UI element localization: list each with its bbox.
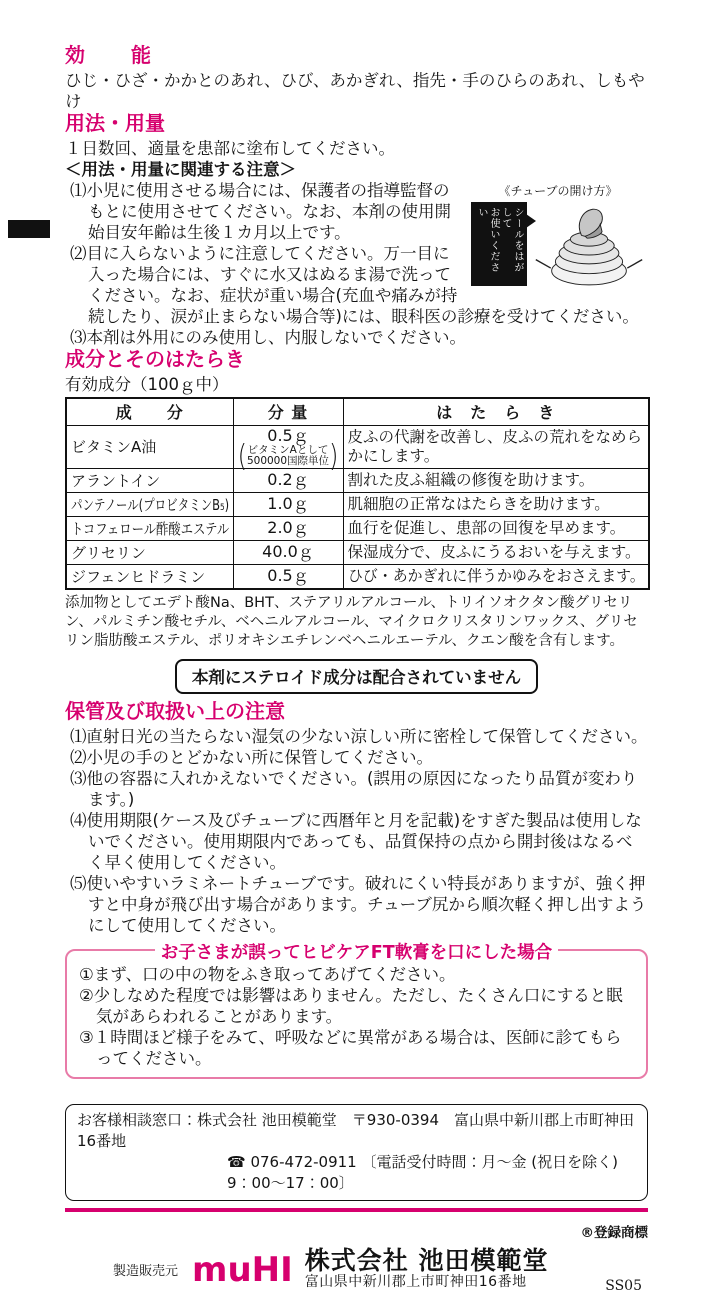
dosage-note-item: ⑶本剤は外用にのみ使用し、内服しないでください。 [70, 328, 466, 347]
additives-text: 添加物としてエデト酸Na、BHT、ステアリルアルコール、トリイソオクタン酸グリセリン、パルミチン酸セチル、ベヘニルアルコール、マイクロクリスタリンワックス、グリセリン脂肪酸エステル、ポリオキシエチレンベヘニルエーテル、クエン酸を含有します。 [65, 594, 638, 649]
ingredient-name: ビタミンA油 [66, 425, 233, 468]
ingredient-name: ジフェンヒドラミン [66, 564, 233, 589]
ingredient-function: 割れた皮ふ組織の修復を助けます。 [343, 468, 649, 492]
ingredient-name: トコフェロール酢酸エステル [66, 516, 233, 540]
peel-seal-callout [471, 202, 527, 286]
callout-line2: お使いください [476, 207, 499, 273]
dosage-text: １日数回、適量を患部に塗布してください。 [65, 139, 395, 158]
ingredient-function: 肌細胞の正常なはたらきを助けます。 [343, 492, 649, 516]
ingredient-amount: 0.5ｇ [233, 564, 343, 589]
ingredients-heading: 成分とそのはたらき [65, 347, 245, 371]
muhi-logo: muHI [192, 1249, 293, 1290]
accent-divider [65, 1208, 648, 1212]
storage-note-item: ⑴直射日光の当たらない湿気の少ない涼しい所に密栓して保管してください。 [70, 726, 648, 746]
dosage-precautions-heading: ＜用法・用量に関連する注意＞ [65, 160, 296, 179]
tube-open-figure [468, 180, 648, 294]
efficacy-heading: 効 能 [65, 43, 153, 67]
no-steroid-box: 本剤にステロイド成分は配合されていません [175, 659, 538, 694]
dosage-note-item: ⑵目に入らないように注意してください。万一目に入った場合には、すぐに水又はぬるま湯で洗ってください。なお、症状が重い場合(充血や痛みが持続したり、涙が止まらない場合等)には、眼科医の診療を受けてください。 [70, 244, 639, 326]
ingredient-amount: 0.2ｇ [233, 468, 343, 492]
storage-note-item: ⑸使いやすいラミネートチューブです。破れにくい特長がありますが、強く押すと中身が飛び出す場合があります。チューブ尻から順次軽く押し出すようにして使用してください。 [70, 873, 647, 935]
ingredient-name: パンテノール(プロビタミンB₅) [66, 492, 233, 516]
maker-label: 製造販売元 [113, 1264, 179, 1279]
ingredient-function: ひび・あかぎれに伴うかゆみをおさえます。 [343, 564, 649, 589]
callout-pointer-icon [526, 214, 536, 228]
ingredient-row [66, 540, 649, 564]
col-header-amount: 分 量 [233, 398, 343, 425]
ingredient-row [66, 564, 649, 589]
ingredient-function: 血行を促進し、患部の回復を早めます。 [343, 516, 649, 540]
registered-trademark-note: ®登録商標 [580, 1224, 648, 1241]
print-registration-mark [8, 220, 50, 238]
dosage-heading: 用法・用量 [65, 111, 165, 135]
ingredient-amount: 2.0ｇ [233, 516, 343, 540]
company-name: 株式会社 池田模範堂 [304, 1246, 549, 1275]
storage-note-item: ⑷使用期限(ケース及びチューブに西暦年と月を記載)をすぎた製品は使用しないでください。使用期限内であっても、品質保持の点から開封後はなるべく早く使用してください。 [70, 810, 642, 872]
manufacturer-footer [113, 1244, 648, 1296]
child-warning-item: ①まず、口の中の物をふき取ってあげてください。 [79, 964, 456, 984]
ingredient-row [66, 425, 649, 468]
tube-caption: 《チューブの開け方》 [498, 184, 618, 198]
ingredient-amount: 1.0ｇ [233, 492, 343, 516]
storage-note-list [70, 726, 648, 936]
child-warning-title: お子さまが誤ってヒビケアFT軟膏を口にした場合 [67, 939, 646, 964]
storage-note-item: ⑵小児の手のとどかない所に保管してください。 [70, 747, 433, 767]
child-warning-item: ②少しなめた程度では影響はありません。ただし、たくさん口にすると眠気があらわれることがあります。 [79, 985, 623, 1026]
contact-line1: お客様相談窓口：株式会社 池田模範堂 〒930-0394 富山県中新川郡上市町神田16番地 [77, 1110, 634, 1150]
tube-cap-illustration [533, 202, 645, 294]
document-code: SS05 [605, 1277, 642, 1294]
ingredient-row [66, 516, 649, 540]
ingredient-row [66, 468, 649, 492]
ingredient-function: 保湿成分で、皮ふにうるおいを与えます。 [343, 540, 649, 564]
child-warning-item: ③１時間ほど様子をみて、呼吸などに異常がある場合は、医師に診てもらってください。 [79, 1027, 622, 1068]
child-ingestion-warning-box [65, 942, 648, 1079]
col-header-function: は た ら き [343, 398, 649, 425]
amount-note: ( ビタミンAとして 500000国際単位 ) [237, 438, 339, 473]
ingredient-function: 皮ふの代謝を改善し、皮ふの荒れをなめらかにします。 [343, 425, 649, 468]
ingredient-amount: 0.5ｇ ( ビタミンAとして 500000国際単位 ) [233, 425, 343, 468]
col-header-ingredient: 成 分 [66, 398, 233, 425]
ingredient-amount: 40.0ｇ [233, 540, 343, 564]
ingredients-header-row [66, 398, 649, 425]
ingredient-name: グリセリン [66, 540, 233, 564]
dosage-note-item: ⑴小児に使用させる場合には、保護者の指導監督のもとに使用させてください。なお、本剤の使用開始目安年齢は生後１カ月以上です。 [70, 181, 451, 242]
dosage-note-list [70, 180, 648, 348]
ingredients-table [65, 397, 650, 590]
efficacy-text: ひじ・ひざ・かかとのあれ、ひび、あかぎれ、指先・手のひらのあれ、しもやけ [65, 71, 645, 111]
company-block [305, 1248, 549, 1291]
ingredients-subheading: 有効成分（100ｇ中） [65, 375, 229, 394]
contact-line2: ☎ 076-472-0911 〔電話受付時間：月～金 (祝日を除く) 9：00～17：00〕 [227, 1152, 618, 1192]
ingredient-name: アラントイン [66, 468, 233, 492]
storage-note-item: ⑶他の容器に入れかえないでください。(誤用の原因になったり品質が変わります。) [70, 768, 638, 809]
callout-line1: シールをはがして [500, 207, 523, 273]
company-address: 富山県中新川郡上市町神田16番地 [304, 1274, 527, 1290]
contact-box [65, 1104, 648, 1201]
storage-heading: 保管及び取扱い上の注意 [65, 698, 285, 723]
ingredient-row [66, 492, 649, 516]
